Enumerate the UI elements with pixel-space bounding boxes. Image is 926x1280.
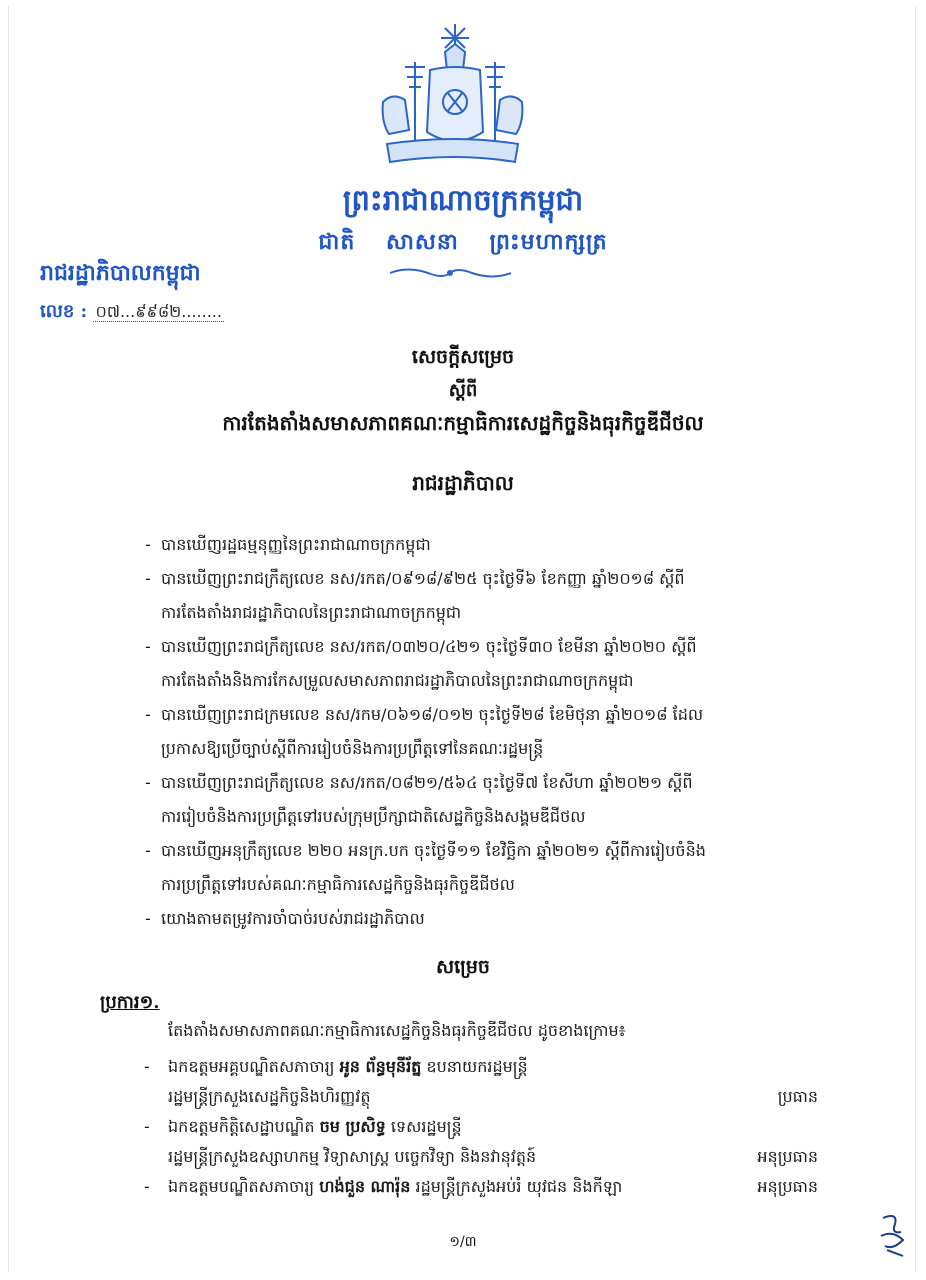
decorative-ornament-icon <box>388 266 513 280</box>
regarding-label: ស្ដីពី <box>448 380 478 401</box>
consideration-item: - បានឃើញព្រះរាជក្រមលេខ នស/រកម/០៦១៨/០១២ ចុះថ្ងៃទី២៨ ខែមិថុនា ឆ្នាំ២០១៨ ដែល ប្រកាសឱ្យប្រើច្បាប់ស្ដីពីការរៀបចំនិងការប្រព្រឹត្តទៅនៃគណៈរដ្ឋមន្ត្រី <box>145 705 704 758</box>
number-value: ០៧...៩៩៨២........ <box>95 302 222 321</box>
royal-coat-of-arms-emblem <box>375 22 530 172</box>
considerations-list <box>145 528 825 936</box>
member-item: - ឯកឧត្ដមអគ្គបណ្ឌិតសភាចារ្យ អូន ព័ន្ធមុនីរ័ត្ន ឧបនាយករដ្ឋមន្ត្រី រដ្ឋមន្ត្រីក្រសួងសេដ្ឋកិច្ចនិងហិរញ្ញវត្ថុ ប្រធាន <box>138 1052 818 1112</box>
document-subject: ការតែងតាំងសមាសភាពគណៈកម្មាធិការសេដ្ឋកិច្ចនិងធុរកិច្ចឌីជីថល <box>222 411 704 435</box>
member-name: អូន ព័ន្ធមុនីរ័ត្ន <box>339 1057 422 1076</box>
consideration-item: - បានឃើញព្រះរាជក្រឹត្យលេខ នស/រកត/០៩១៨/៩២៥ ចុះថ្ងៃទី៦ ខែកញ្ញា ឆ្នាំ២០១៨ ស្ដីពី ការតែងតាំងរាជរដ្ឋាភិបាលនៃព្រះរាជាណាចក្រកម្ពុជា <box>145 569 685 622</box>
article-intro: តែងតាំងសមាសភាពគណៈកម្មាធិការសេដ្ឋកិច្ចនិងធុរកិច្ចឌីជីថល ដូចខាងក្រោម៖ <box>168 1021 626 1040</box>
member-item: - ឯកឧត្ដមបណ្ឌិតសភាចារ្យ ហង់ជួន ណារ៉ុន រដ្ឋមន្ត្រីក្រសួងអប់រំ យុវជន និងកីឡា អនុប្រធាន <box>138 1172 818 1202</box>
member-role: អនុប្រធាន <box>757 1177 818 1196</box>
members-list <box>138 1052 818 1202</box>
consideration-item: - បានឃើញព្រះរាជក្រឹត្យលេខ នស/រកត/០៣២០/៤២១ ចុះថ្ងៃទី៣០ ខែមីនា ឆ្នាំ២០២០ ស្ដីពី ការតែងតាំងនិងការកែសម្រួលសមាសភាពរាជរដ្ឋាភិបាលនៃព្រះរាជាណាចក្រកម្ពុជា <box>145 637 697 690</box>
consideration-item: - យោងតាមតម្រូវការចាំបាច់របស់រាជរដ្ឋាភិបាល <box>145 909 425 928</box>
handwritten-initials-signature <box>873 1210 913 1260</box>
document-number <box>40 299 224 326</box>
document-type: សេចក្ដីសម្រេច <box>411 346 515 368</box>
member-item: - ឯកឧត្ដមកិត្តិសេដ្ឋាបណ្ឌិត ចម ប្រសិទ្ធ ទេសរដ្ឋមន្ត្រី រដ្ឋមន្ត្រីក្រសួងឧស្សាហកម្ម វិទ្យាសាស្ត្រ បច្ចេកវិទ្យា និងនវានុវត្តន៍ អនុប្រធាន <box>138 1112 818 1172</box>
article-label: ប្រការ១. <box>100 992 160 1013</box>
number-label: លេខ : <box>40 301 88 322</box>
consideration-item: - បានឃើញរដ្ឋធម្មនុញ្ញនៃព្រះរាជាណាចក្រកម្ពុជា <box>145 535 431 554</box>
consideration-item: - បានឃើញព្រះរាជក្រឹត្យលេខ នស/រកត/០៨២១/៥៦៤ ចុះថ្ងៃទី៧ ខែសីហា ឆ្នាំ២០២១ ស្ដីពី ការរៀបចំនិងការប្រព្រឹត្តទៅរបស់ក្រុមប្រឹក្សាជាតិសេដ្ឋកិច្ចនិងសង្គមឌីជីថល <box>145 773 693 826</box>
member-role: អនុប្រធាន <box>757 1147 818 1166</box>
page-number: ១/៣ <box>449 1234 477 1250</box>
decision-heading: សម្រេច <box>436 956 490 978</box>
member-name: ហង់ជួន ណារ៉ុន <box>319 1177 411 1196</box>
national-motto: ជាតិ សាសនា ព្រះមហាក្សត្រ <box>318 229 608 255</box>
issuer-heading: រាជរដ្ឋាភិបាល <box>412 471 514 495</box>
consideration-item: - បានឃើញអនុក្រឹត្យលេខ ២២០ អនក្រ.បក ចុះថ្ងៃទី១១ ខែវិច្ឆិកា ឆ្នាំ២០២១ ស្ដីពីការរៀបចំនិង ការប្រព្រឹត្តទៅរបស់គណៈកម្មាធិការសេដ្ឋកិច្ចនិងធុរកិច្ចឌីជីថល <box>145 841 706 894</box>
member-name: ចម ប្រសិទ្ធ <box>319 1117 386 1136</box>
member-role: ប្រធាន <box>777 1087 818 1106</box>
government-name: រាជរដ្ឋាភិបាលកម្ពុជា <box>40 260 201 286</box>
kingdom-title: ព្រះរាជាណាចក្រកម្ពុជា <box>342 183 584 217</box>
